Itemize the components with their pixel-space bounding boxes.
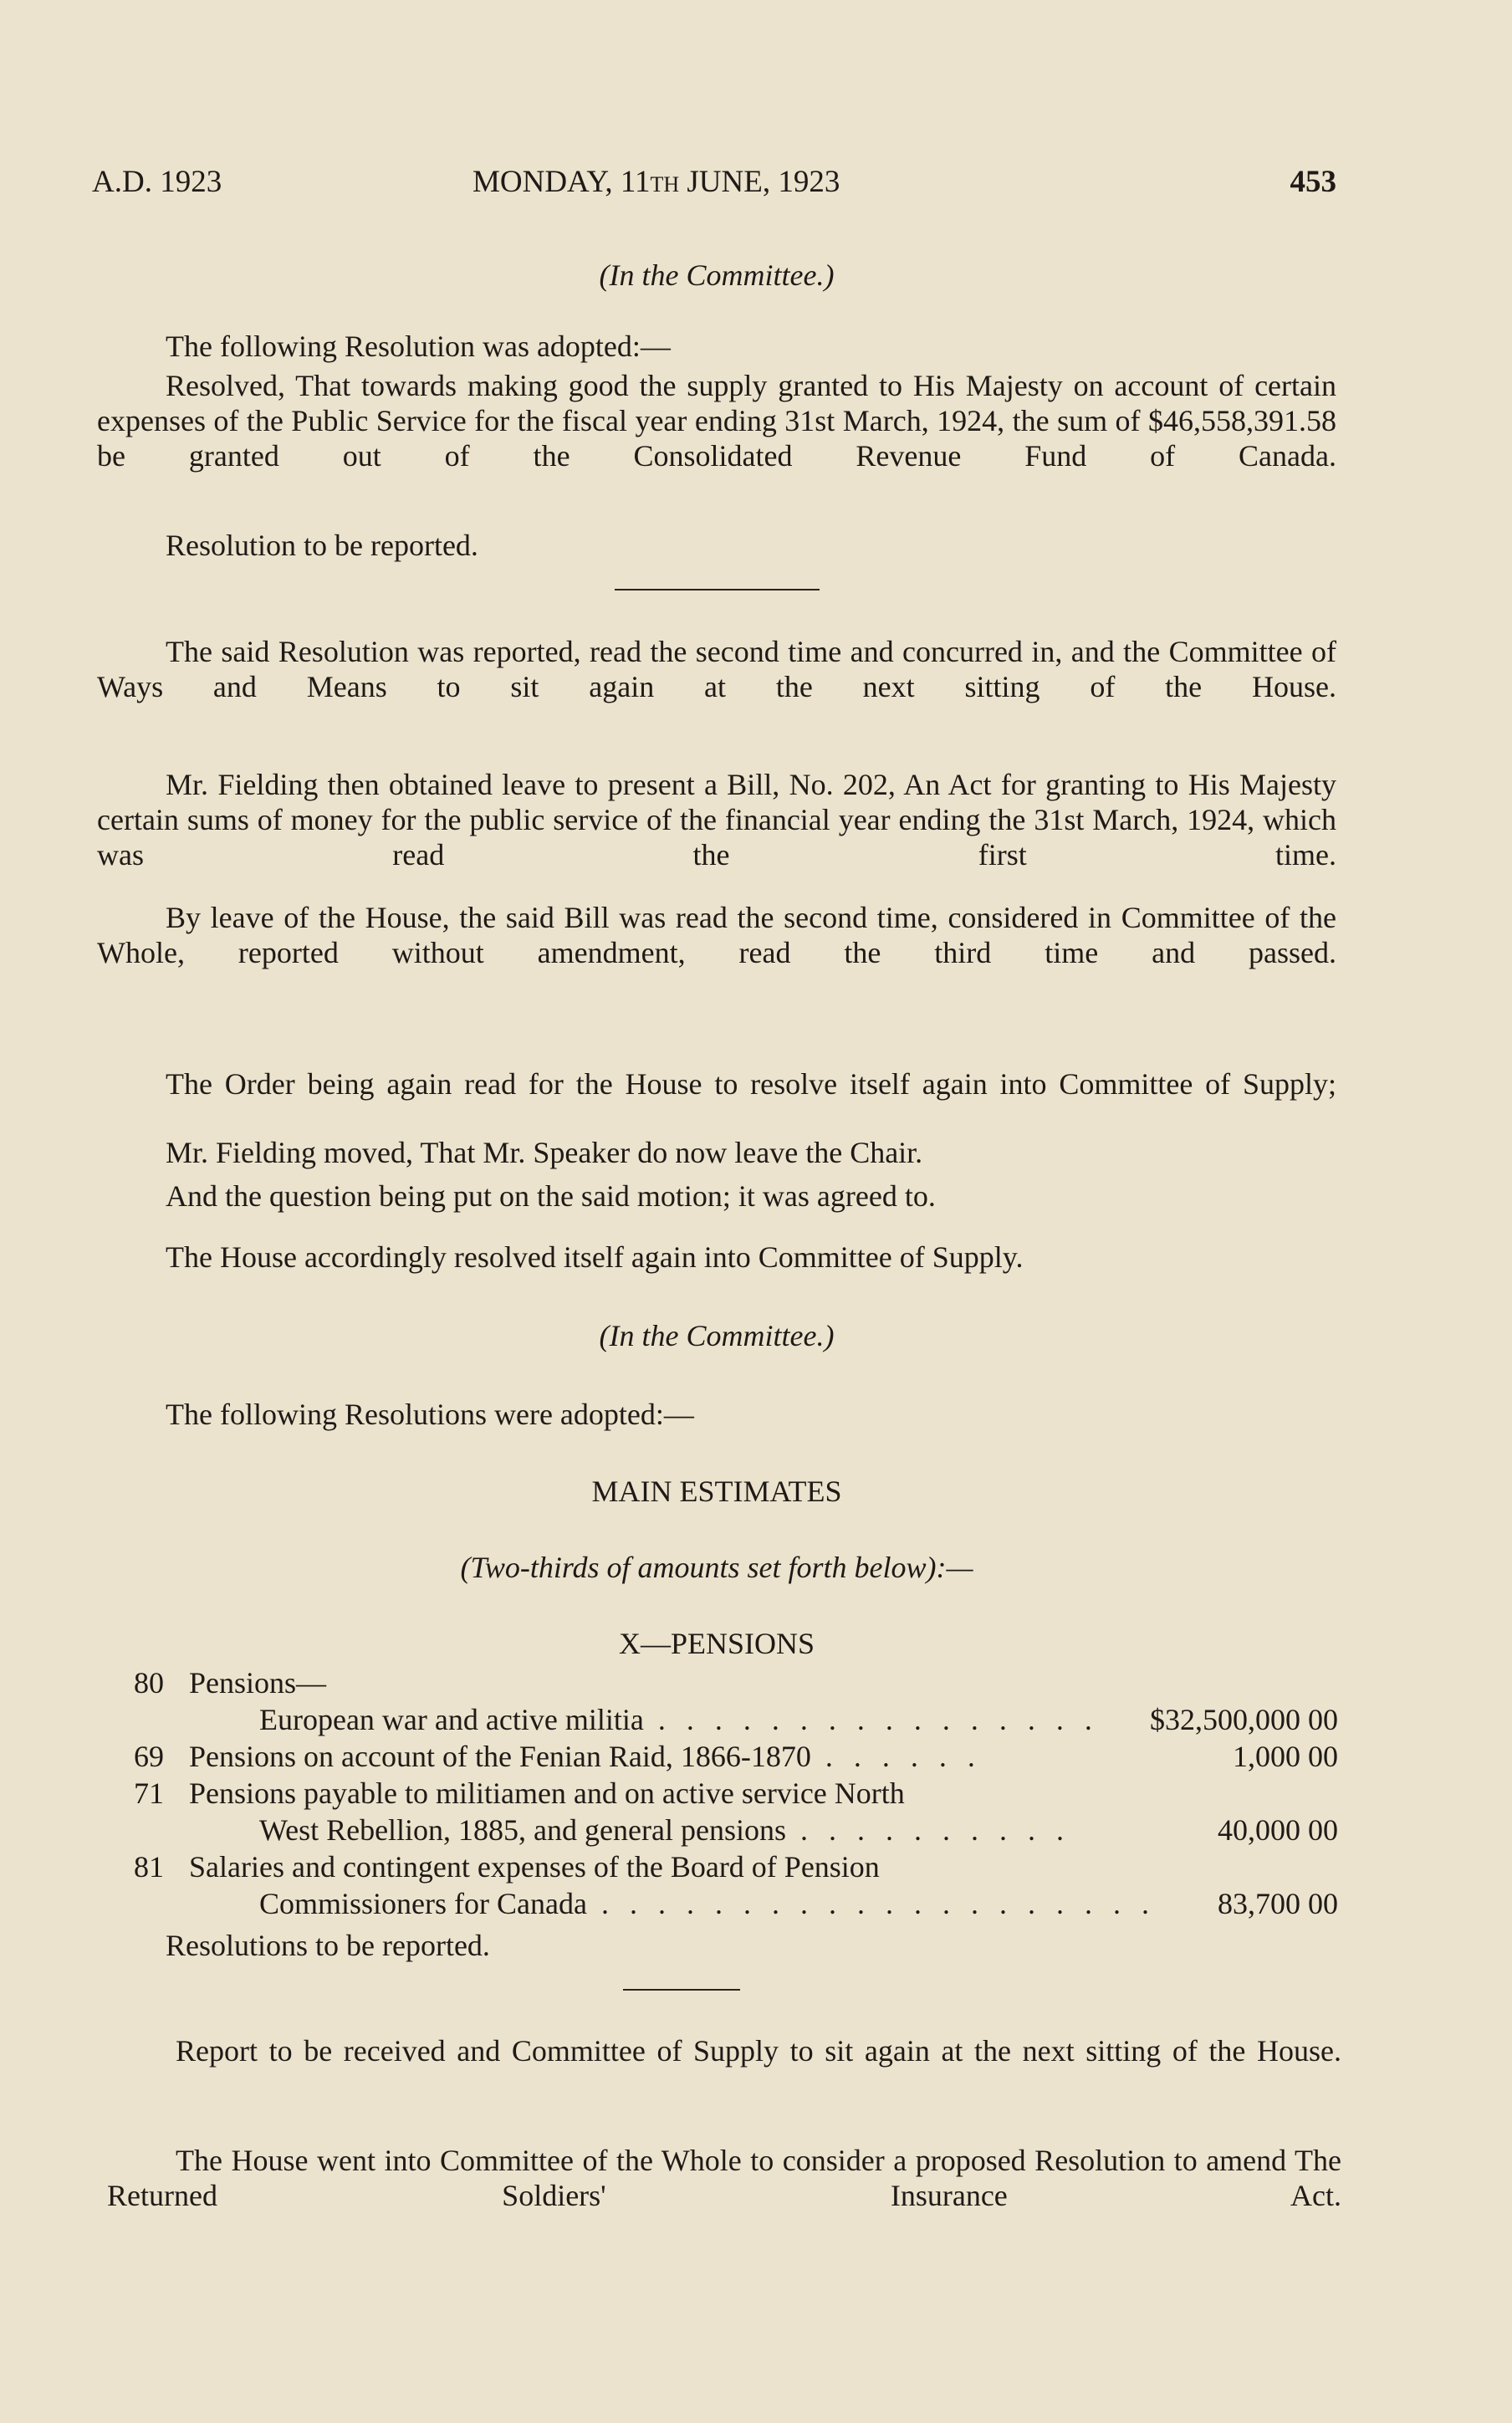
resolution-adopted-intro: The following Resolution was adopted:— <box>166 330 671 363</box>
main-estimates-heading: MAIN ESTIMATES <box>591 1475 842 1508</box>
vote-number: 81 <box>134 1850 164 1884</box>
bill-202-paragraph: Mr. Fielding then obtained leave to present a Bill, No. 202, An Act for granting to His Majesty certain sums of money for the public service of the financial year ending the 31st March, 1924, which was read the first time. <box>97 768 1336 872</box>
header-year: A.D. 1923 <box>92 165 222 199</box>
page-header <box>92 164 1336 206</box>
question-agreed-paragraph: And the question being put on the said motion; it was agreed to. <box>166 1179 936 1213</box>
resolution-reported-paragraph: The said Resolution was reported, read the second time and concurred in, and the Committee of Ways and Means to sit again at the next sitting of the House. <box>97 635 1336 703</box>
resolutions-adopted-intro: The following Resolutions were adopted:— <box>166 1398 694 1431</box>
vote-description: Pensions on account of the Fenian Raid, 1866-1870 . . . . . . <box>189 1740 982 1773</box>
vote-amount: 1,000 00 <box>1228 1738 1338 1775</box>
pensions-table <box>134 1664 1338 1922</box>
order-read-paragraph: The Order being again read for the House to resolve itself again into Committee of Supply; <box>166 1067 1336 1101</box>
vote-amount: 83,700 00 <box>1213 1885 1338 1922</box>
table-row <box>134 1812 1338 1848</box>
vote-amount: 40,000 00 <box>1213 1812 1338 1848</box>
table-row <box>134 1775 1338 1812</box>
table-row <box>134 1885 1338 1922</box>
header-date: MONDAY, 11th JUNE, 1923 <box>472 165 840 199</box>
vote-description: Commissioners for Canada . . . . . . . . . . . . . . . . . . . . <box>259 1887 1156 1920</box>
report-received-paragraph: Report to be received and Committee of Supply to sit again at the next sitting of the House. <box>176 2034 1341 2068</box>
resolution-text: Resolved, That towards making good the supply granted to His Majesty on account of certain expenses of the Public Service for the fiscal year ending 31st March, 1924, the sum of $46,558,391.58 be granted out of the Consolidated Revenue Fund of Canada. <box>97 369 1336 473</box>
committee-heading-2: (In the Committee.) <box>599 1319 835 1352</box>
returned-soldiers-insurance-paragraph: The House went into Committee of the Whole to consider a proposed Resolution to amend The Returned Soldiers' Insurance Act. <box>107 2144 1341 2212</box>
committee-of-supply-paragraph: The House accordingly resolved itself again into Committee of Supply. <box>166 1240 1024 1274</box>
two-thirds-note: (Two-thirds of amounts set forth below):— <box>460 1551 973 1584</box>
vote-number: 80 <box>134 1666 164 1700</box>
table-row <box>134 1664 1338 1701</box>
pensions-heading: X—PENSIONS <box>618 1627 815 1660</box>
divider-rule <box>615 589 820 590</box>
vote-amount: $32,500,000 00 <box>1145 1701 1338 1738</box>
committee-heading-1: (In the Committee.) <box>599 258 835 292</box>
table-row <box>134 1701 1338 1738</box>
vote-description: West Rebellion, 1885, and general pensions . . . . . . . . . . <box>259 1813 1070 1847</box>
vote-description: Pensions— <box>189 1666 327 1700</box>
vote-description: Salaries and contingent expenses of the Board of Pension <box>189 1850 880 1884</box>
divider-rule <box>623 1989 740 1991</box>
vote-number: 69 <box>134 1740 164 1773</box>
vote-description: Pensions payable to militiamen and on active service North <box>189 1776 905 1810</box>
page-number: 453 <box>1290 165 1336 199</box>
resolution-to-be-reported: Resolution to be reported. <box>166 529 478 562</box>
table-row <box>134 1738 1338 1775</box>
resolutions-to-be-reported: Resolutions to be reported. <box>166 1929 490 1962</box>
table-row <box>134 1848 1338 1885</box>
vote-description: European war and active militia . . . . . . . . . . . . . . . . <box>259 1703 1099 1736</box>
speaker-motion-paragraph: Mr. Fielding moved, That Mr. Speaker do now leave the Chair. <box>166 1136 923 1169</box>
bill-passed-paragraph: By leave of the House, the said Bill was read the second time, considered in Committee of the Whole, reported without amendment, read the third time and passed. <box>97 901 1336 969</box>
vote-number: 71 <box>134 1776 164 1810</box>
